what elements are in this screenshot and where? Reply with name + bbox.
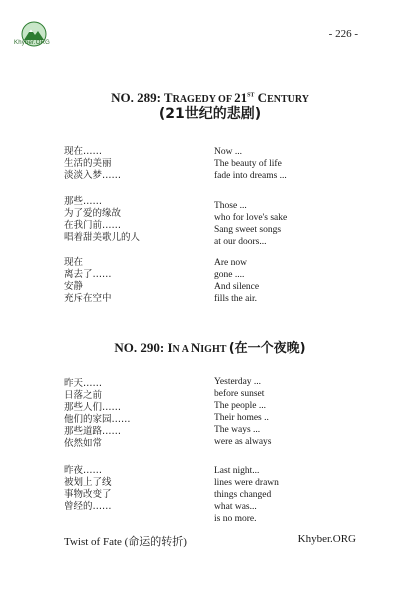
stanza-zh	[64, 196, 140, 244]
stanza-en	[214, 376, 272, 448]
poem-line: 离去了……	[64, 269, 112, 280]
poem-line: Are now	[214, 258, 247, 268]
stanza-en	[214, 257, 259, 305]
title-superscript: ST	[247, 92, 255, 99]
page-number: - 226 -	[328, 28, 358, 40]
title-part: ENTURY	[267, 94, 309, 105]
poem-line: 充斥在空中	[64, 293, 112, 304]
poem-line: 安静	[64, 281, 84, 292]
poem-line: Those ...	[214, 201, 247, 211]
poem-line: Last night...	[214, 466, 260, 476]
stanza-zh	[64, 146, 121, 182]
title-part: T	[163, 90, 173, 105]
poem-line: 生活的美丽	[64, 158, 112, 169]
poem-line: 现在	[64, 257, 84, 268]
poem-line: 那些道路……	[64, 426, 122, 437]
title-part: N	[190, 340, 201, 355]
poem-line: what was...	[214, 502, 257, 512]
poem-number: NO. 289:	[111, 90, 164, 105]
poem-line: 在我门前……	[64, 220, 122, 231]
poem-line: fills the air.	[214, 294, 258, 304]
title-part: C	[254, 90, 268, 105]
poem-line: 为了爱的缘故	[64, 208, 122, 219]
stanza-en	[214, 465, 279, 525]
poem-line: is no more.	[214, 514, 257, 524]
poem-line: 那些……	[64, 196, 103, 207]
title-part: IGHT	[200, 344, 229, 355]
footer-site: Khyber.ORG	[297, 533, 356, 545]
poem-line: before sunset	[214, 389, 265, 399]
poem-line: gone ....	[214, 270, 245, 280]
title-part: 21	[234, 90, 248, 105]
stanza-zh	[64, 465, 112, 513]
khyber-logo-icon	[16, 20, 52, 56]
poem-289-subtitle: (21世纪的悲剧)	[158, 106, 262, 122]
footer-book-title: Twist of Fate (命运的转折)	[64, 536, 187, 548]
poem-line: fade into dreams ...	[214, 171, 287, 181]
poem-number: NO. 290:	[114, 340, 168, 355]
poem-line: who for love's sake	[214, 213, 288, 223]
poem-line: And silence	[214, 282, 260, 292]
poem-line: 淡淡入梦……	[64, 170, 122, 181]
poem-290-title	[0, 340, 420, 358]
poem-line: 那些人们……	[64, 402, 122, 413]
stanza-en	[214, 146, 287, 182]
logo-text: Khyber.ORG	[14, 40, 51, 46]
poem-line: Now ...	[214, 147, 242, 157]
poem-line: 他们的家园……	[64, 414, 131, 425]
poem-line: Yesterday ...	[214, 377, 262, 387]
poem-line: lines were drawn	[214, 478, 279, 488]
poem-line: were as always	[214, 437, 272, 447]
poem-line: The beauty of life	[214, 159, 282, 169]
stanza-en	[214, 200, 287, 248]
stanza-zh	[64, 378, 131, 450]
title-part: RAGEDY OF	[172, 94, 235, 105]
poem-line: things changed	[214, 490, 272, 500]
poem-line: 被划上了线	[64, 477, 112, 488]
poem-line: The ways ...	[214, 425, 261, 435]
poem-line: 唱着甜美歌儿的人	[64, 232, 141, 243]
poem-line: 依然如常	[64, 438, 103, 449]
poem-line: 日落之前	[64, 390, 103, 401]
title-part: I	[167, 340, 173, 355]
poem-line: 事物改变了	[64, 489, 112, 500]
stanza-zh	[64, 257, 112, 305]
poem-line: Their homes ..	[214, 413, 269, 423]
poem-line: at our doors...	[214, 237, 267, 247]
poem-line: 昨天……	[64, 378, 103, 389]
poem-line: Sang sweet songs	[214, 225, 282, 235]
poem-line: 昨夜……	[64, 465, 103, 476]
title-part: N A	[172, 344, 191, 355]
poem-line: 曾经的……	[64, 501, 112, 512]
poem-line: The people ...	[214, 401, 266, 411]
poem-line: 现在……	[64, 146, 103, 157]
title-part: (在一个夜晚)	[228, 341, 306, 356]
